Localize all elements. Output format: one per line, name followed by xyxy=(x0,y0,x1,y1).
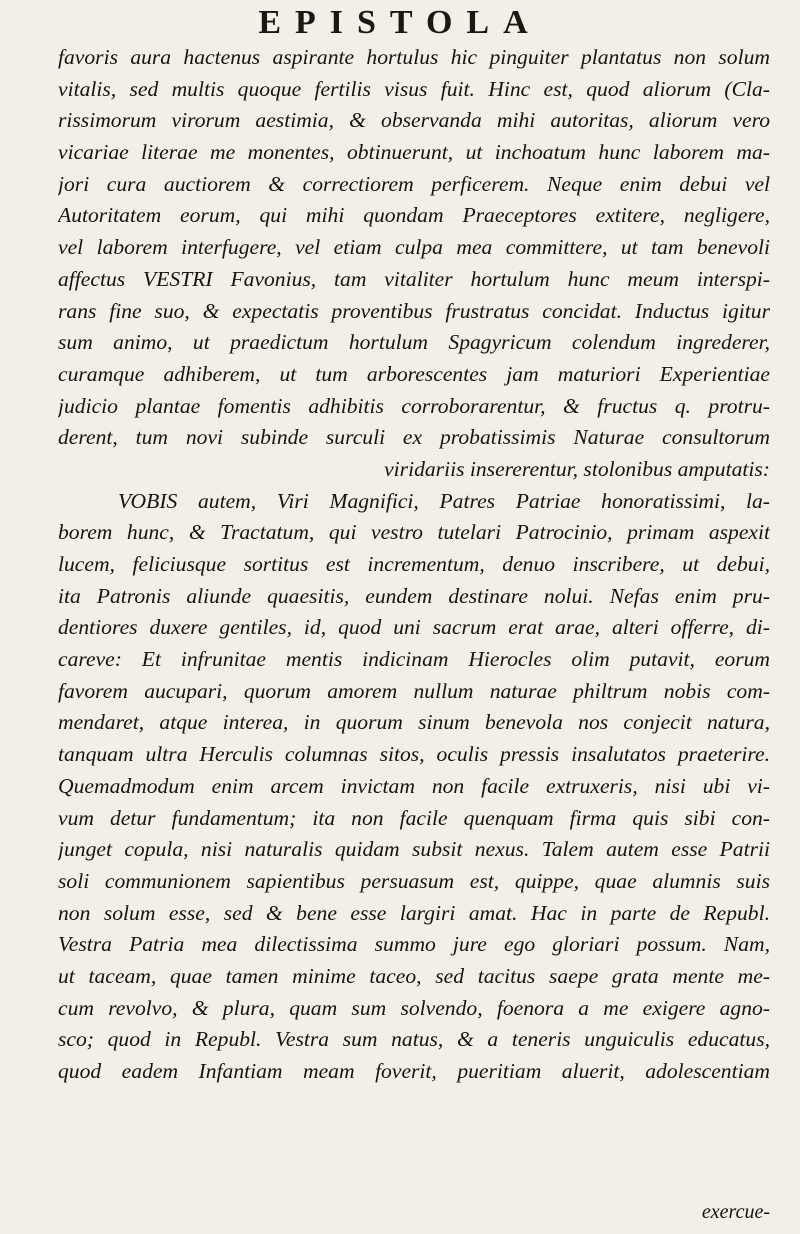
text-line: vum detur fundamentum; ita non facile quenquam firma quis sibi con- xyxy=(58,805,770,830)
text-line: Vestra Patria mea dilectissima summo jure ego gloriari possum. Nam, xyxy=(58,932,770,957)
text-line: junget copula, nisi naturalis quidam subsit nexus. Talem autem esse Patrii xyxy=(58,837,770,862)
text-line: ut taceam, quae tamen minime taceo, sed tacitus saepe grata mente me- xyxy=(58,963,770,988)
text-line: judicio plantae fomentis adhibitis corroborarentur, & fructus q. protru- xyxy=(58,393,770,418)
text-line: ita Patronis aliunde quaesitis, eundem destinare nolui. Nefas enim pru- xyxy=(58,583,770,608)
text-line: soli communionem sapientibus persuasum est, quippe, quae alumnis suis xyxy=(58,868,770,893)
text-line: vel laborem interfugere, vel etiam culpa mea committere, ut tam benevoli xyxy=(58,235,770,260)
text-line: mendaret, atque interea, in quorum sinum benevola nos conjecit natura, xyxy=(58,710,770,735)
text-line: lucem, feliciusque sortitus est incrementum, denuo inscribere, ut debui, xyxy=(58,552,770,576)
text-line: viridariis insererentur, stolonibus amputatis: xyxy=(384,456,770,481)
page-header: EPISTOLA xyxy=(258,4,542,41)
text-line: VOBIS autem, Viri Magnifici, Patres Patriae honoratissimi, la- xyxy=(118,488,770,513)
text-line: Autoritatem eorum, qui mihi quondam Praeceptores extitere, negligere, xyxy=(58,203,770,228)
text-line: careve: Et infrunitae mentis indicinam Hierocles olim putavit, eorum xyxy=(58,647,770,672)
text-line: vitalis, sed multis quoque fertilis visus fuit. Hinc est, quod aliorum (Cla- xyxy=(58,76,770,101)
text-line: affectus VESTRI Favonius, tam vitaliter hortulum hunc meum interspi- xyxy=(58,266,770,291)
letter-body xyxy=(58,42,770,1088)
text-line: favorem aucupari, quorum amorem nullum naturae philtrum nobis com- xyxy=(58,678,770,703)
text-line: rissimorum virorum aestimia, & observanda mihi autoritas, aliorum vero xyxy=(58,108,770,133)
text-line: sum animo, ut praedictum hortulum Spagyricum colendum ingrederer, xyxy=(58,330,770,355)
text-line: jori cura auctiorem & correctiorem perficerem. Neque enim debui vel xyxy=(58,171,770,196)
text-line: vicariae literae me monentes, obtinuerunt, ut inchoatum hunc laborem ma- xyxy=(58,140,770,165)
catchword: exercue- xyxy=(701,1201,770,1223)
text-line: rans fine suo, & expectatis proventibus frustratus concidat. Inductus igitur xyxy=(58,298,770,323)
text-line: quod eadem Infantiam meam foverit, pueritiam aluerit, adolescentiam xyxy=(58,1059,770,1083)
text-line: borem hunc, & Tractatum, qui vestro tutelari Patrocinio, primam aspexit xyxy=(58,520,770,545)
text-line: cum revolvo, & plura, quam sum solvendo, foenora a me exigere agno- xyxy=(58,995,770,1020)
text-line: curamque adhiberem, ut tum arborescentes jam maturiori Experientiae xyxy=(58,361,770,386)
text-line: favoris aura hactenus aspirante hortulus hic pinguiter plantatus non solum xyxy=(58,45,770,69)
text-line: sco; quod in Republ. Vestra sum natus, & a teneris unguiculis educatus, xyxy=(58,1027,770,1052)
text-line: dentiores duxere gentiles, id, quod uni sacrum erat arae, alteri offerre, di- xyxy=(58,615,770,640)
text-line: Quemadmodum enim arcem invictam non facile extruxeris, nisi ubi vi- xyxy=(58,773,770,798)
text-line: non solum esse, sed & bene esse largiri amat. Hac in parte de Republ. xyxy=(58,900,770,925)
text-line: derent, tum novi subinde surculi ex probatissimis Naturae consultorum xyxy=(58,425,770,450)
text-line: tanquam ultra Herculis columnas sitos, oculis pressis insalutatos praeterire. xyxy=(58,742,770,767)
